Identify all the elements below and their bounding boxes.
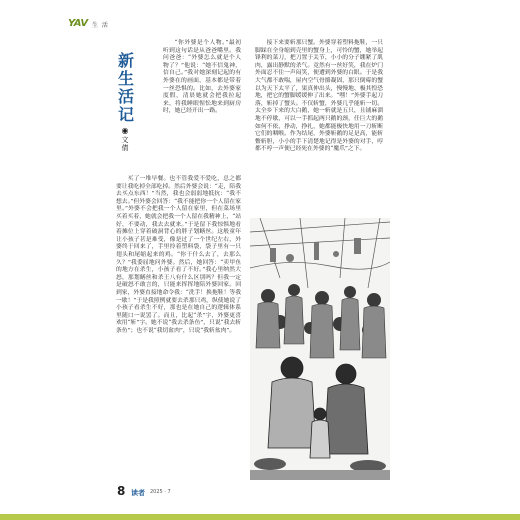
section-label: 生 活 <box>92 22 109 29</box>
author-bullet-icon: ◉ <box>121 126 129 135</box>
page-number: 8 <box>117 484 126 498</box>
paragraph: 买了一堆早餐。也不管我爱不爱吃，总之都要让我吃掉全部吃掉。然后外婆会说：“走，陪我去买点东西！”当然，我也会弱弱地抵抗：“我不想去。”但外婆会回答：“我不能把你一个人留在家里。”外婆不会把我一个人留在家里，但在菜场里买着买着，她就会把我一个人留在我精神上，“站好，不要动，我去去就来。”于是留下我惊惧地看着摊位上穿着破洞背心的胖子划鳝丝。这般童年让小孩子甚是难受，像是过了一个世纪左右，外婆终于回来了，手里拎着塑料袋，袋子里有一只翅头和尾缩起来的鸡。“你干什么去了，去那么久？”我委屈地问外婆。然后，她回答：“卖甲鱼的地方在杀生，小孩子看了不好。”我心里纳然大怒，那划鳝丝和杀王八有什么区别吗？但我一定是破怒不敢言的，只能来挥挥地陪外婆回家。回到家，外婆直接地命令我：“洗手！换拖鞋！等我一歇！”于是我照例就要去杀那只鸡，纵使她说了小孩子看杀生不好，那也是在她自己的逻辑体系里随口一说罢了。而且，比起“杀”字，外婆更喜欢用“斩”字。她不说“我去杀条鱼”，只说“我去斩条鱼”；也不说“我切盆肉”，只说“我斩盆肉”。 <box>116 176 241 334</box>
body-text-right <box>255 40 383 240</box>
article-author: 文 倩 <box>121 136 129 152</box>
paragraph: 接下来要斩那只蟹。外婆穿着塑料拖鞋，一只脚踩在全身缩到壳里的蟹身上，可怜的蟹，她举起锋利的菜刀，把刀置于关节，小小的分子绷紧了肌肉，露出静默的杀气。竟然有一丝好笑，我在炉门外面忍不住一声闷笑，便遭到外婆的白眼。于是我大气都不敢喘，屋内空气骨骼凝固，那只倒霉的蟹以为天下太平了，果真伸出头，慢慢地、极其惶恐地，把它的蟹脚缓缓伸了出来。“嘿！”外婆手起刀落，斩掉了蟹头。不仅斩蟹，外婆几乎能斩一切。太全乡下来的大白鹅，她一斩就是五只，且铺麻溜地不停歇，可以一手抓起两只鹅的颈，任巨大的鹅如何不依，挣动，挣扎，她都能极快地用一刀斩断它们的咽喉。作为结尾，外婆斩鹅的足是高，能斩鳖斩胆，小小的手下清楚地记得是外婆的对手，哼都不哼一声便已经死在外婆的“魔爪”之下。 <box>255 40 383 153</box>
article-title: 新生活记 <box>117 51 134 124</box>
body-text-left-bottom <box>116 176 241 460</box>
magazine-logo: YAV <box>68 18 88 29</box>
paragraph: “你外婆是个人物。”最初听到这句话是从爸爸嘴里。我问爸爸：“外婆怎么就是个人物了？”他说：“她不信鬼神，信自己。”我对她深刻记起的有外婆在的画面，基本都是带着一丝恐惧的。比如，去外婆家度假，清晨她就会把我拉起来，将我睡眼惺忪地来到厨房时，她已经开出一路。 <box>163 40 241 115</box>
body-text-left-top <box>163 40 241 174</box>
magazine-name: 读者 <box>131 489 145 497</box>
market-crowd-sketch-icon <box>250 218 390 480</box>
issue-date: 2025 · 7 <box>150 489 171 495</box>
footer-accent-bar <box>0 514 520 520</box>
